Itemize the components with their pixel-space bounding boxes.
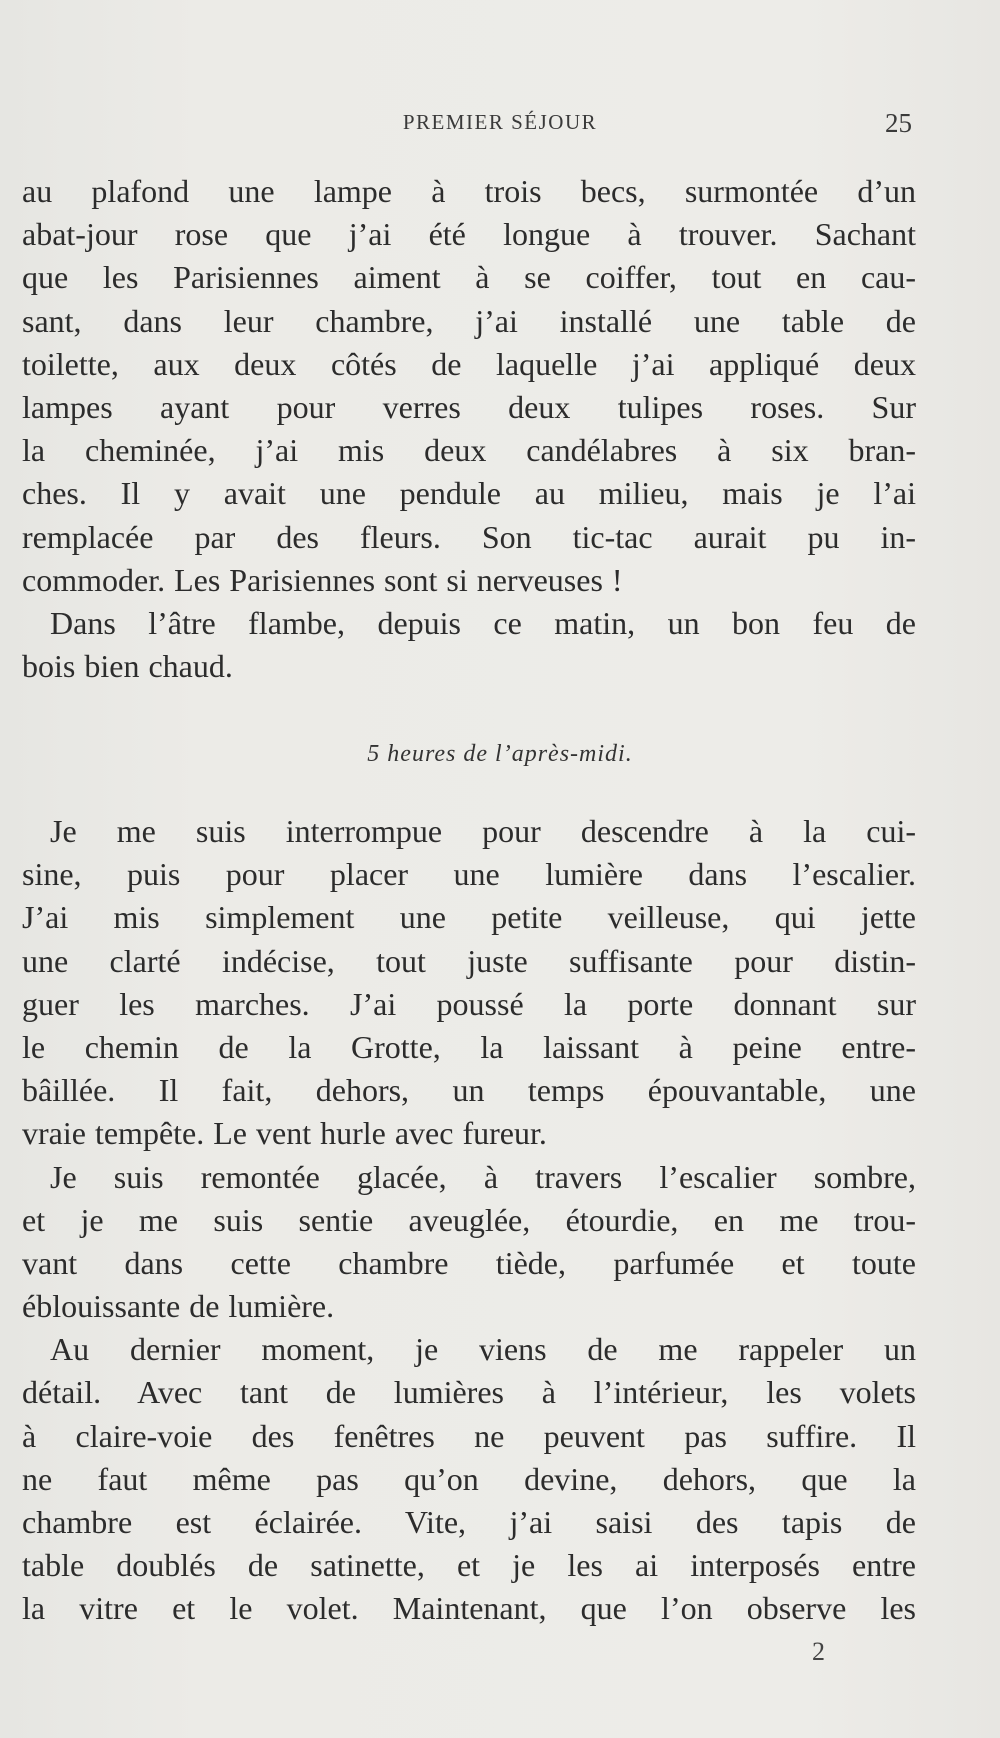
text-line: vant dans cette chambre tiède, parfumée et toute	[22, 1244, 916, 1281]
running-head	[0, 110, 1000, 140]
text-line: remplacée par des fleurs. Son tic-tac aurait pu in-	[22, 518, 916, 555]
text-line: guer les marches. J’ai poussé la porte donnant sur	[22, 985, 916, 1022]
text-line: à claire-voie des fenêtres ne peuvent pas suffire. Il	[22, 1417, 916, 1454]
text-line: table doublés de satinette, et je les ai interposés entre	[22, 1547, 916, 1584]
text-line: toilette, aux deux côtés de laquelle j’ai appliqué deux	[22, 345, 916, 382]
signature-mark: 2	[812, 1637, 825, 1666]
text-line: la vitre et le volet. Maintenant, que l’on observe les	[22, 1590, 916, 1627]
text-line: Dans l’âtre flambe, depuis ce matin, un bon feu de	[50, 604, 916, 641]
text-line: le chemin de la Grotte, la laissant à peine entre-	[22, 1028, 916, 1065]
text-line: vraie tempête. Le vent hurle avec fureur.	[22, 1115, 547, 1152]
text-line: détail. Avec tant de lumières à l’intérieur, les volets	[22, 1374, 916, 1411]
running-title: PREMIER SÉJOUR	[402, 110, 598, 134]
text-line: ches. Il y avait une pendule au milieu, mais je l’ai	[22, 475, 916, 512]
text-line: bâillée. Il fait, dehors, un temps épouvantable, une	[22, 1072, 916, 1109]
text-line: bois bien chaud.	[22, 648, 233, 685]
text-block-1	[22, 170, 916, 688]
text-line: que les Parisiennes aiment à se coiffer, tout en cau-	[22, 259, 916, 296]
text-line: Au dernier moment, je viens de me rappeler un	[50, 1331, 916, 1368]
text-line: sant, dans leur chambre, j’ai installé une table de	[22, 302, 916, 339]
text-line: abat-jour rose que j’ai été longue à trouver. Sachant	[22, 216, 916, 253]
text-line: la cheminée, j’ai mis deux candélabres à six bran-	[22, 432, 916, 469]
text-line: J’ai mis simplement une petite veilleuse, qui jette	[22, 899, 916, 936]
text-line: ne faut même pas qu’on devine, dehors, que la	[22, 1460, 916, 1497]
text-line: éblouissante de lumière.	[22, 1288, 335, 1325]
text-line: Je suis remontée glacée, à travers l’escalier sombre,	[50, 1158, 916, 1195]
text-line: lampes ayant pour verres deux tulipes roses. Sur	[22, 388, 916, 425]
text-line: chambre est éclairée. Vite, j’ai saisi des tapis de	[22, 1504, 916, 1540]
text-line: Je me suis interrompue pour descendre à la cui-	[50, 813, 916, 849]
time-subheading: 5 heures de l’après-midi.	[367, 741, 633, 767]
text-line: commoder. Les Parisiennes sont si nerveuses !	[22, 561, 623, 598]
text-line: et je me suis sentie aveuglée, étourdie, en me trou-	[22, 1201, 916, 1238]
text-block-2	[22, 810, 916, 1631]
text-line: sine, puis pour placer une lumière dans l’escalier.	[22, 856, 916, 893]
text-line: une clarté indécise, tout juste suffisante pour distin-	[22, 942, 916, 979]
page-number: 25	[885, 108, 912, 138]
text-line: au plafond une lampe à trois becs, surmontée d’un	[22, 173, 916, 209]
